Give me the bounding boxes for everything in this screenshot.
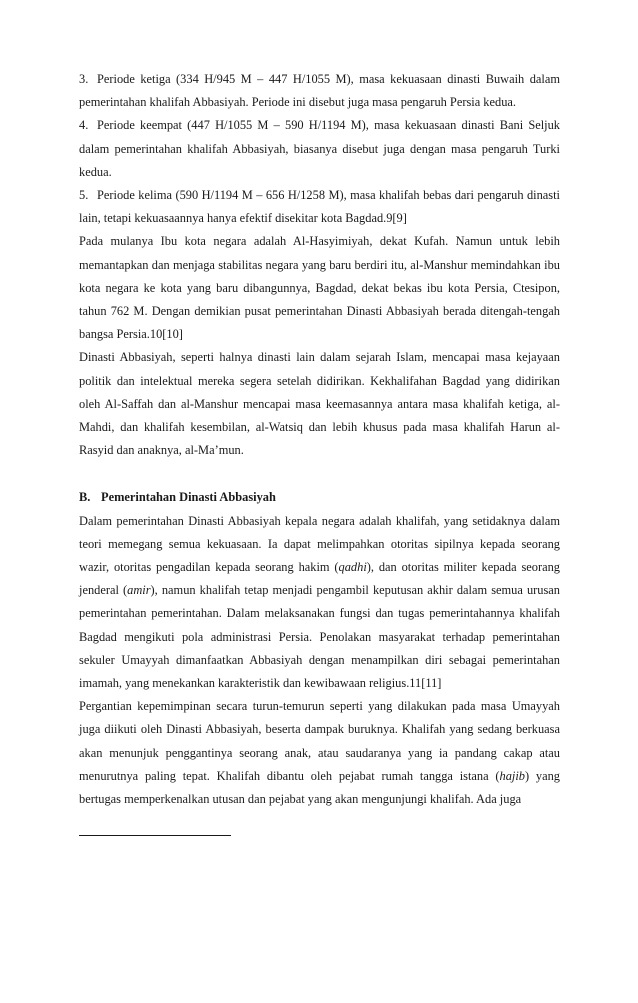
paragraph-text: ), namun khalifah tetap menjadi pengambil keputusan akhir dalam semua urusan pemerintahan pemerintahan. Dalam melaksanakan fungsi dan tugas pemerintahannya khalifah Bagdad mengikuti pola administrasi Persia. Penolakan masyarakat terhadap pemerintahan sekuler Umayyah dimanfaatkan Abbasiyah dengan menampilkan diri sebagai pemerintahan imamah, yang menekankan karakteristik dan kewibawaan religius.11[11] — [79, 583, 560, 691]
paragraph — [79, 695, 560, 811]
list-item-number: 5. — [79, 188, 89, 203]
paragraph: Pada mulanya Ibu kota negara adalah Al-Hasyimiyah, dekat Kufah. Namun untuk lebih memantapkan dan menjaga stabilitas negara yang baru berdiri itu, al-Manshur memindahkan ibu kota negara ke kota yang baru dibangunnya, Bagdad, dekat bekas ibu kota Persia, Ctesipon, tahun 762 M. Dengan demikian pusat pemerintahan Dinasti Abbasiyah berada ditengah-tengah bangsa Persia.10[10] — [79, 234, 560, 342]
list-item-text: Periode keempat (447 H/1055 M – 590 H/1194 M), masa kekuasaan dinasti Bani Seljuk dalam pemerintahan khalifah Abbasiyah, biasanya disebut juga dengan masa pengaruh Turki kedua. — [79, 118, 560, 179]
list-item — [79, 184, 560, 230]
section-title: Pemerintahan Dinasti Abbasiyah — [101, 490, 276, 505]
italic-term: qadhi — [338, 560, 367, 575]
list-item-text: Periode ketiga (334 H/945 M – 447 H/1055 M), masa kekuasaan dinasti Buwaih dalam pemerintahan khalifah Abbasiyah. Periode ini disebut juga masa pengaruh Persia kedua. — [79, 72, 560, 110]
paragraph-text: ), dan otoritas militer kepada seorang jenderal ( — [79, 560, 560, 598]
italic-term: hajib — [499, 768, 525, 783]
list-item-number: 4. — [79, 118, 89, 133]
list-item-text: Periode kelima (590 H/1194 M – 656 H/1258 M), masa khalifah bebas dari pengaruh dinasti lain, tetapi kekuasaannya hanya efektif disekitar kota Bagdad.9[9] — [79, 188, 560, 226]
italic-term: amir — [127, 583, 151, 598]
section-heading — [79, 486, 560, 509]
paragraph: Dinasti Abbasiyah, seperti halnya dinasti lain dalam sejarah Islam, mencapai masa kejayaan politik dan intelektual mereka segera setelah didirikan. Kekhalifahan Bagdad yang didirikan oleh Al-Saffah dan al-Manshur mencapai masa keemasannya antara masa khalifah ketiga, al-Mahdi, dan khalifah kesembilan, al-Watsiq dan lebih khusus pada masa khalifah Harun al-Rasyid dan anaknya, al-Ma’mun. — [79, 350, 560, 458]
section-spacer — [79, 462, 560, 486]
paragraph — [79, 510, 560, 696]
page-content — [79, 68, 560, 811]
section-number: B. — [79, 490, 91, 505]
list-item — [79, 114, 560, 184]
list-item — [79, 68, 560, 114]
footnote-separator — [79, 835, 231, 836]
paragraph-text: Dalam pemerintahan Dinasti Abbasiyah kepala negara adalah khalifah, yang setidaknya dalam teori memegang semua kekuasaan. Ia dapat melimpahkan otoritas sipilnya kepada seorang wazir, otoritas pengadilan kepada seorang hakim ( — [79, 513, 560, 575]
paragraph-text: Pergantian kepemimpinan secara turun-temurun seperti yang dilakukan pada masa Umayyah juga diikuti oleh Dinasti Abbasiyah, beserta dampak buruknya. Khalifah yang sedang berkuasa akan menunjuk penggantinya seorang anak, atau saudaranya yang ia pandang cakap atau menurutnya paling tepat. Khalifah dibantu oleh pejabat rumah tangga istana ( — [79, 699, 560, 783]
list-item-number: 3. — [79, 72, 89, 86]
paragraph-text: ) yang bertugas memperkenalkan utusan dan pejabat yang akan mengunjungi khalifah. Ada juga — [79, 768, 560, 807]
